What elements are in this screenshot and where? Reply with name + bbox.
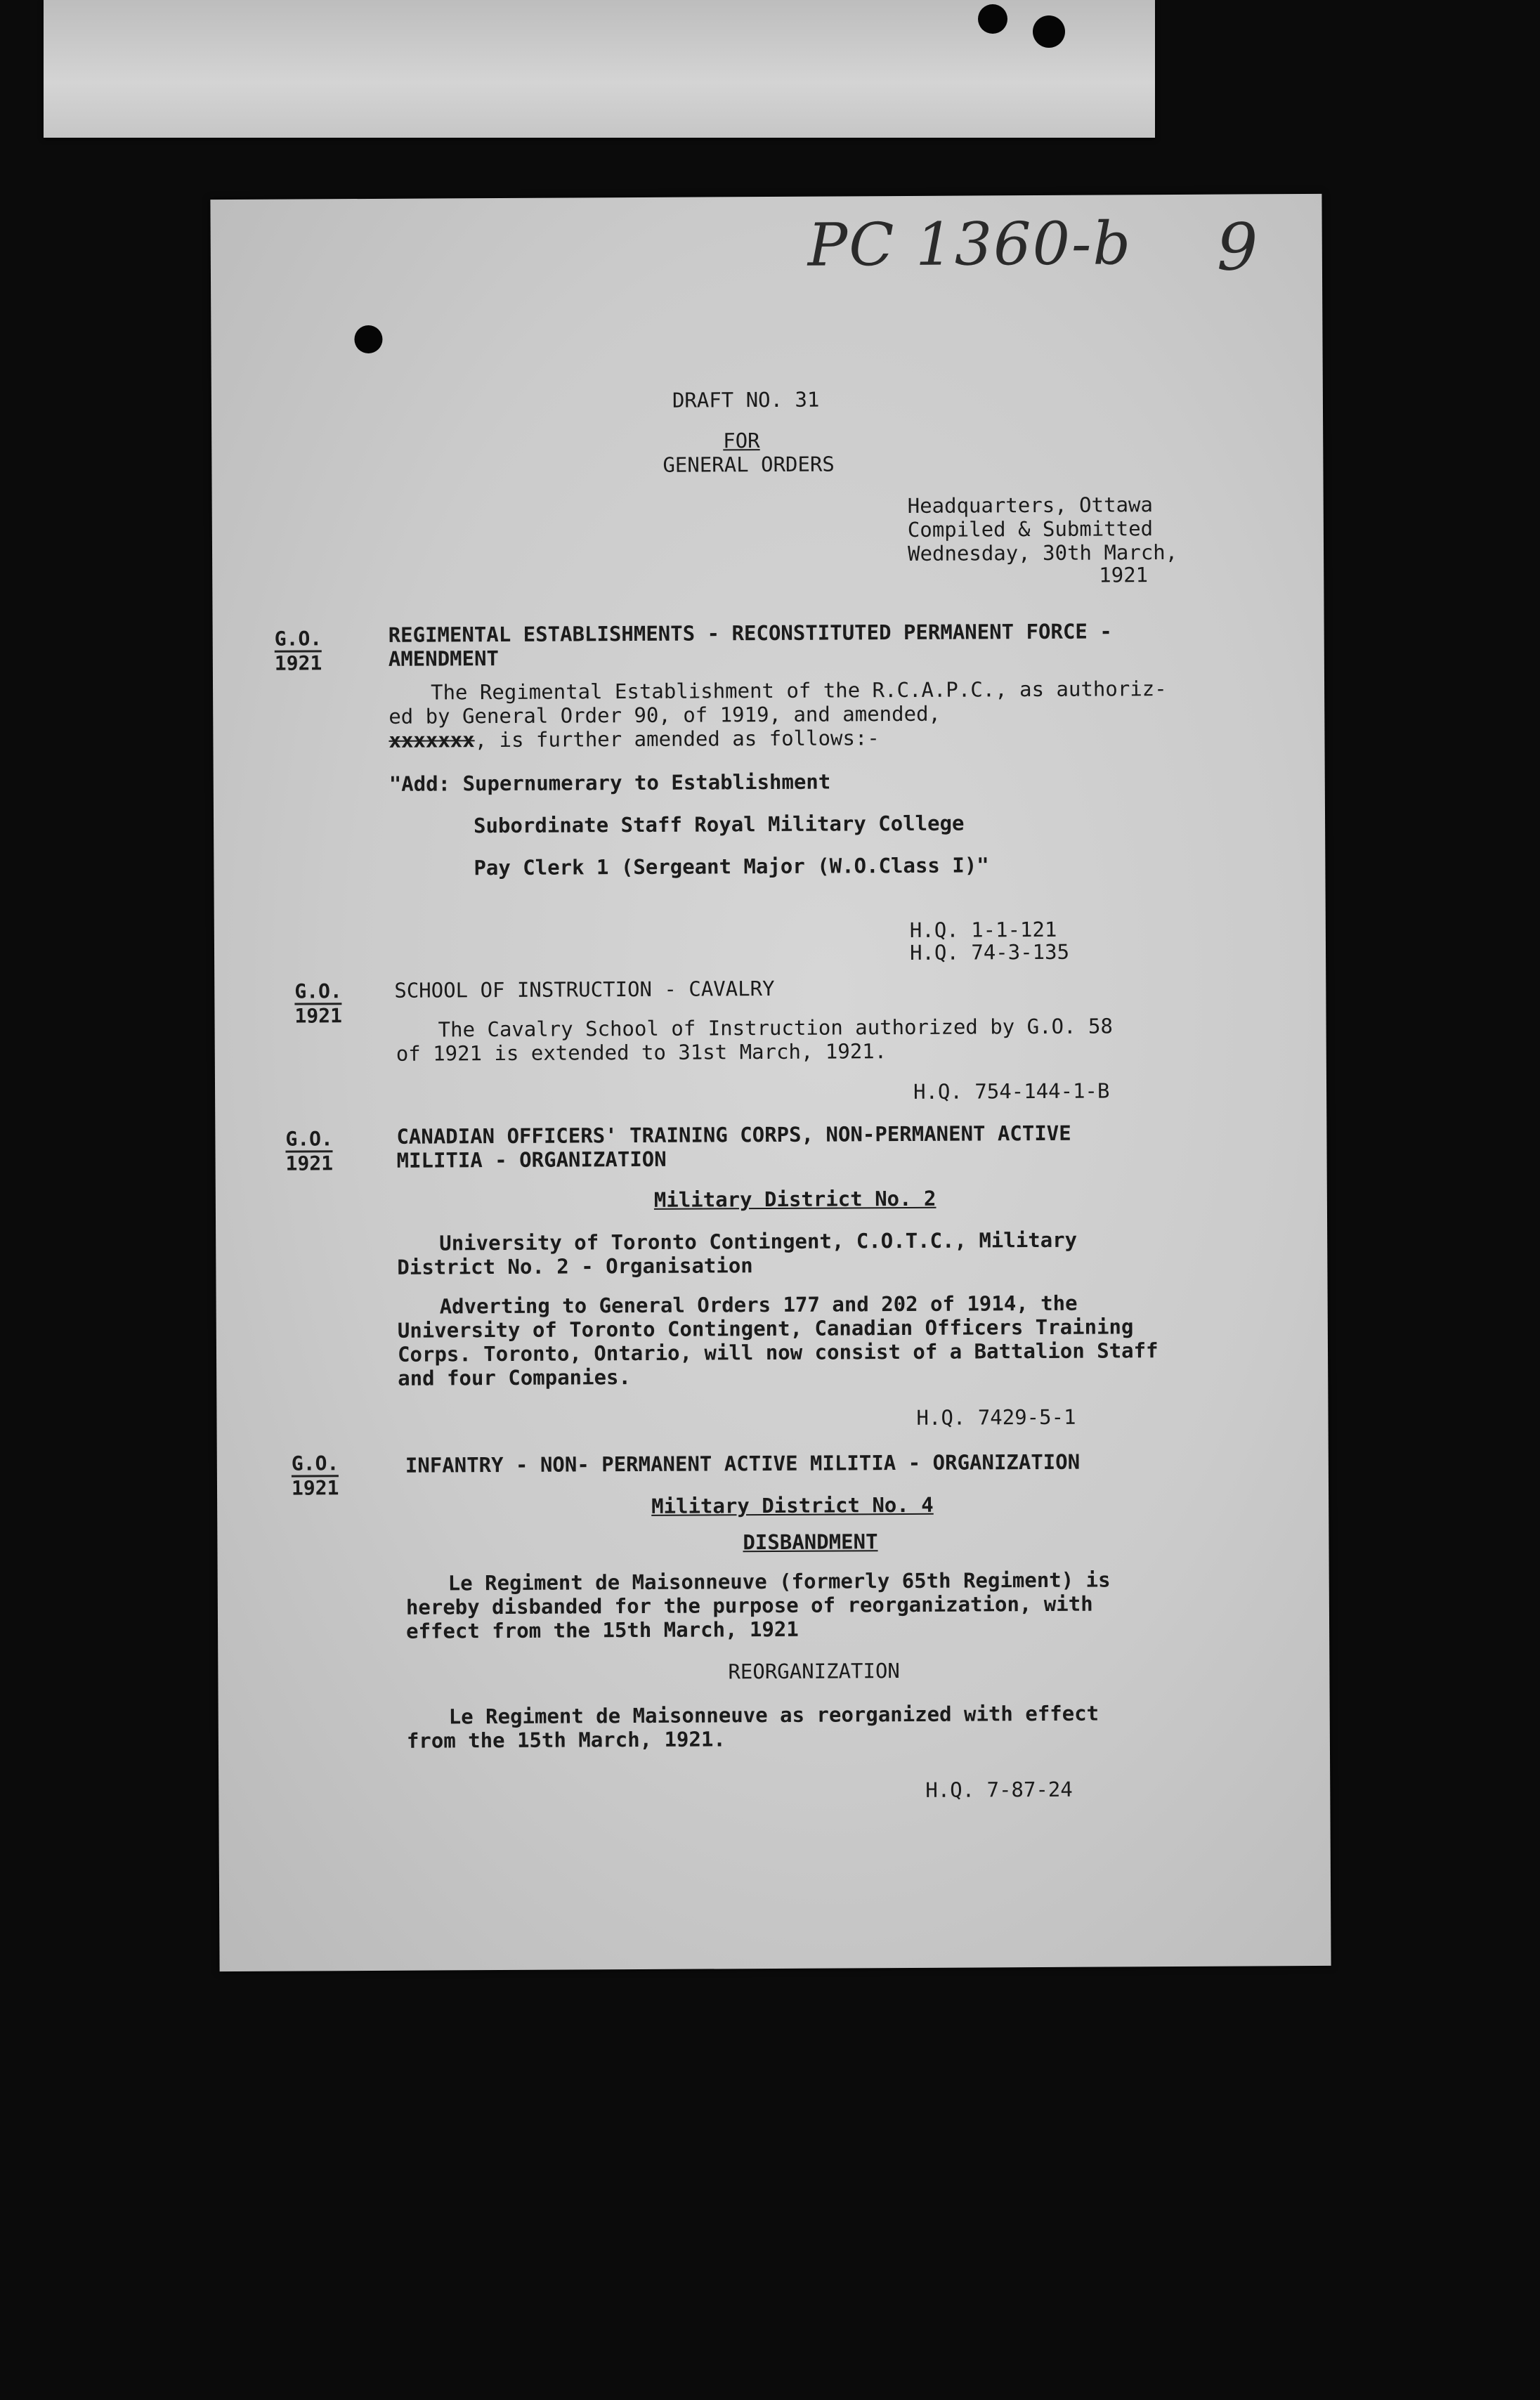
go-year: 1921 [274,651,322,675]
go-label: G.O. [294,979,342,1003]
sub-heading: University of Toronto Contingent, C.O.T.C., Military [439,1227,1078,1256]
punch-hole [354,325,382,353]
body-text: Adverting to General Orders 177 and 202 of 1914, the [439,1291,1078,1319]
body-text: Le Regiment de Maisonneuve (formerly 65th Regiment) is [448,1567,1111,1596]
body-text: The Cavalry School of Instruction authorized by G.O. 58 [438,1014,1113,1042]
go-marker [285,1128,333,1175]
go-marker [292,1452,339,1499]
pay-line: Pay Clerk 1 (Sergeant Major (W.O.Class I)" [474,853,989,880]
document-title: GENERAL ORDERS [663,452,835,477]
body-text: Le Regiment de Maisonneuve as reorganized with effect [448,1701,1099,1729]
district-heading: Military District No. 2 [653,1186,937,1212]
go-label: G.O. [274,627,322,651]
sub-heading: District No. 2 - Organisation [397,1253,753,1279]
go-label: G.O. [291,1452,339,1475]
go-year: 1921 [294,1004,343,1028]
section-title: SCHOOL OF INSTRUCTION - CAVALRY [394,976,775,1003]
reorganization-heading: REORGANIZATION [728,1659,900,1684]
punch-hole [978,4,1007,34]
body-text: effect from the 15th March, 1921 [405,1617,799,1643]
go-year: 1921 [285,1152,334,1175]
section-title: INFANTRY - NON- PERMANENT ACTIVE MILITIA - ORGANIZATION [405,1449,1081,1478]
go-marker [294,980,342,1027]
hq-reference: H.Q. 7-87-24 [925,1777,1073,1802]
body-text [389,726,880,752]
punch-hole [1033,15,1065,48]
header-compiled: Compiled & Submitted [907,516,1154,542]
staff-line: Subordinate Staff Royal Military College [473,811,965,838]
hq-reference: H.Q. 74-3-135 [909,939,1070,965]
section-title: CANADIAN OFFICERS' TRAINING CORPS, NON-PERMANENT ACTIVE [396,1121,1071,1149]
document-page [210,194,1331,1971]
section-title: AMENDMENT [388,646,500,671]
go-label: G.O. [285,1127,333,1151]
section-title: MILITIA - ORGANIZATION [396,1147,667,1173]
header-for: FOR [723,429,760,453]
body-text: The Regimental Establishment of the R.C.A.P.C., as authoriz- [430,677,1167,705]
section-title: REGIMENTAL ESTABLISHMENTS - RECONSTITUTED PERMANENT FORCE - [388,619,1112,647]
hq-reference: H.Q. 754-144-1-B [913,1078,1110,1104]
body-text-tail: , is further amended as follows:- [474,726,880,752]
body-text: Corps. Toronto, Ontario, will now consist of a Battalion Staff [397,1338,1159,1367]
header-location: Headquarters, Ottawa [907,493,1153,518]
header-year: 1921 [1099,563,1149,587]
struck-text: xxxxxxx [389,728,475,752]
district-heading: Military District No. 4 [651,1492,934,1518]
body-text: University of Toronto Contingent, Canadian Officers Training [397,1315,1134,1343]
body-text: hereby disbanded for the purpose of reorganization, with [405,1591,1093,1619]
go-marker [275,627,322,674]
hq-reference: H.Q. 7429-5-1 [916,1404,1076,1430]
draft-number: DRAFT NO. 31 [672,387,820,412]
add-line: "Add: Supernumerary to Establishment [389,769,831,796]
body-text: ed by General Order 90, of 1919, and amended, [389,701,941,729]
body-text: and four Companies. [398,1365,632,1390]
body-text: of 1921 is extended to 31st March, 1921. [396,1039,887,1066]
header-date: Wednesday, 30th March, [907,540,1178,566]
archive-reference: PC 1360-b [807,209,1133,280]
page-number: 9 [1216,209,1258,285]
disbandment-heading: DISBANDMENT [743,1530,878,1555]
go-year: 1921 [291,1476,339,1500]
hq-reference: H.Q. 1-1-121 [909,917,1057,942]
previous-page-strip [44,0,1155,138]
body-text: from the 15th March, 1921. [406,1727,726,1753]
